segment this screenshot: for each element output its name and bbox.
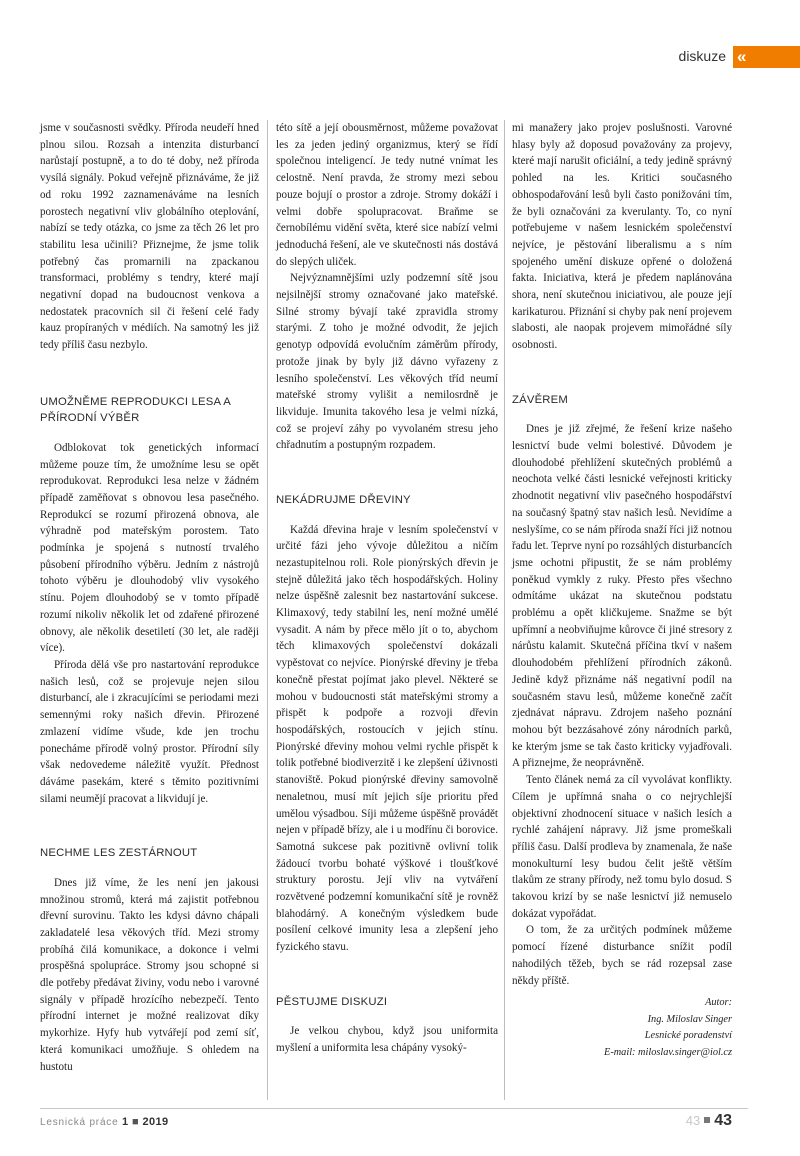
paragraph: Dnes již víme, že les není jen jakousi množinou stromů, která má zajistit potřebnou dřevní surovinu. Takto les kdysi dávno chápali zakladatelé lesa věkových tříd. Mezi stromy probíhá čilá komunikace, a dokonce i velmi prospěšná spolupráce. Stromy jsou schopné si dle potřeby předávat živiny, vodu nebo i varovné signály v případě hrozícího nebezpečí. Tento přírodní internet je možné realizovat díky mykorhize. Hyfy hub vytvářejí pod zemí síť, která komunikaci umožňuje. S ohledem na hustotu	[40, 876, 259, 1073]
footer-rule	[40, 1108, 748, 1109]
article-column-1	[40, 120, 259, 1075]
paragraph: Nejvýznamnějšími uzly podzemní sítě jsou nejsilnější stromy označované jako mateřské. Silné stromy bývají také zpravidla stromy starými. Z toho je možné odvodit, že jejich genotyp odpovídá evolučním záměrům přírody, protože jinak by byly již dávno vyřazeny z lesního společenství. Les věkových tříd neumí mateřské stromy vylišit a nemilosrdně je likviduje. Imunita takového lesa je velmi nízká, což se projeví záhy po vyvolaném stresu jeho chřadnutím a postupným rozpadem.	[276, 272, 498, 452]
paragraph: Dnes je již zřejmé, že řešení krize našeho lesnictví bude velmi bolestivé. Důvodem je dlouhodobé přehlížení skutečných problémů a neochota velké části lesnické veřejnosti kriticky zhodnotit negativní vliv pasečného hospodářství na současný špatný stav našich lesů. Nevidíme a neslyšíme, co se nám příroda snaží říci již notnou řadu let. Teprve nyní po rozsáhlých disturbancích jsme ochotni připustit, že se nám problémy poněkud vymkly z ruky. Přesto přes všechno odmítáme ukázat na skutečnou podstatu problému a opět kličkujeme. Snažme se být upřímní a neobviňujme kůrovce či jiné stresory z nárůstu kalamit. Skutečná příčina tkví v našem dlouhodobém přehlížení přírodních zákonů. Jedině když přiznáme náš negativní podíl na současném stavu lesů, můžeme konečně začít zjednávat nápravu. Zdrojem našeho poznání mohou být bezzásahové zóny národních parků, ke kterým jsme se tak často kriticky vyjadřovali. A přiznejme, že neoprávněně.	[512, 423, 732, 770]
section-heading: UMOŽNĚME REPRODUKCI LESA A PŘÍRODNÍ VÝBĚR	[40, 395, 231, 425]
page-number: 43	[714, 1112, 732, 1129]
issue-year: 2019	[142, 1116, 169, 1128]
separator-square-icon: ■	[131, 1116, 139, 1128]
section-marker-icon: «	[733, 46, 800, 68]
author-block	[512, 995, 732, 1061]
column-divider	[504, 120, 505, 1100]
section-heading: NECHME LES ZESTÁRNOUT	[40, 847, 198, 860]
paragraph: jsme v současnosti svědky. Příroda neudeří hned plnou silou. Rozsah a intenzita disturbancí narůstají postupně, a to do té doby, než příroda vysílá signály. Pokud veřejně přiznáváme, že již od roku 1992 zaznamenáváme na lesních porostech negativní vliv globálního oteplování, nabízí se tedy otázka, co jsme za těch 26 let pro stabilitu lesa učinili? Přiznejme, že jsme tolik potřebný čas promarnili na zpackanou transformaci, problémy s tendry, které mají negativní dopad na budoucnost venkova a nedostatek pracovních sil či řešení celé řady kauz propíraných v médiích. Na samotný les již tedy příliš času nezbylo.	[40, 122, 259, 352]
column-divider	[267, 120, 268, 1100]
footer-publication	[40, 1116, 169, 1128]
paragraph: Příroda dělá vše pro nastartování reprodukce našich lesů, což se projevuje nejen silou disturbancí, ale i zkracujícími se periodami mezi semennými roky našich dřevin. Přirozené zmlazení vidíme všude, kde jen trochu ponecháme přírodě volný prostor. Přírodní síly však nedovedeme náležitě využít. Přednost dáváme pasekám, které s těmito pozitivními silami neumějí pracovat a likvidují je.	[40, 658, 259, 805]
paragraph: Tento článek nemá za cíl vyvolávat konflikty. Cílem je upřímná snaha o co nejrychlejší objektivní zhodnocení situace v našich lesích a rychlé zahájení nápravy. Již jsme promeškali příliš času. Další prodleva by znamenala, že naše monokulturní lesy budou čelit ještě větším tlakům ze strany přírody, než tomu bylo dosud. S takovou krizí by se naše lesnictví již nemuselo dokázat vypořádat.	[512, 774, 732, 920]
section-label: diskuze	[678, 48, 726, 64]
paragraph: této sítě a její obousměrnost, můžeme považovat les za jeden jediný organizmus, který se řídí společnou inteligencí. Je tedy nutné vnímat les celostně. Není pravda, že stromy mezi sebou pouze bojují o prostor a zdroje. Stromy dokáží i velmi dobře spolupracovat. Braňme se černobílému vidění světa, které sice nabízí velmi jednoduchá řešení, ale ve skutečnosti nás dostává do slepých uliček.	[276, 122, 498, 268]
author-role: Lesnické poradenství	[644, 1030, 732, 1042]
section-heading: PĚSTUJME DISKUZI	[276, 995, 388, 1008]
article-column-3	[512, 120, 732, 1061]
page-number-faint: 43	[685, 1113, 701, 1128]
footer-page	[686, 1112, 732, 1130]
article-column-2	[276, 120, 498, 1057]
author-name: Ing. Miloslav Singer	[647, 1013, 732, 1025]
issue-number: 1	[121, 1116, 129, 1128]
author-email: E-mail: miloslav.singer@iol.cz	[604, 1046, 732, 1058]
author-label: Autor:	[705, 997, 732, 1009]
separator-square-icon	[704, 1117, 710, 1123]
paragraph: mi manažery jako projev poslušnosti. Varovné hlasy byly až doposud považovány za projevy, které mají narušit oficiální, a tedy jedině správný pohled na les. Kritici současného obhospodařování lesů byli často ponižováni tím, že byli označováni za kverulanty. To, co nyní potřebujeme v našem lesnickém společenství nejvíce, je pěstování liberalismu a s ním spojeného umění diskuze opřené o doložená fakta. Iniciativa, která je předem naplánována shora, není skutečnou iniciativou, ale pouze její karikaturou. Přiznání si chyby pak není projevem slabosti, ale naopak projevem mimořádné síly osobnosti.	[512, 122, 732, 352]
section-heading: ZÁVĚREM	[512, 393, 569, 406]
magazine-name: Lesnická práce	[40, 1117, 119, 1128]
paragraph: O tom, že za určitých podmínek můžeme pomocí řízené disturbance snížit podíl nahodilých těžeb, bych se rád rozepsal zase někdy příště.	[512, 924, 732, 987]
section-heading: NEKÁDRUJME DŘEVINY	[276, 494, 411, 507]
paragraph: Odblokovat tok genetických informací můžeme pouze tím, že umožníme lesu se opět reprodukovat. Reprodukci lesa nelze v žádném případě zaměňovat s obnovou lesa pasečného. Reprodukcí se rozumí přirozená obnova, ale výhradně pod mateřským porostem. Tato podmínka je spojená s nutností trvalého působení přírodního výběru. Jedním z nástrojů tohoto výběru je dlouhodobý vliv vysokého stínu. Pojem dlouhodobý se v tomto případě rozumí nikoliv několik let od zdařené přirozené obnovy, ale několik desetiletí (30 let, ale raději více).	[40, 441, 259, 655]
paragraph: Každá dřevina hraje v lesním společenství v určité fázi jeho vývoje důležitou a ničím nezastupitelnou roli. Role pionýrských dřevin je stejně důležitá jako těch hospodářských. Holiny nelze úspěšně zalesnit bez nastartování sukcese. Klimaxový, tedy stabilní les, není možné umělé vysadit. A nám by přece mělo jít o to, abychom těch klimaxových společenství dokázali vypěstovat co nejvíce. Pionýrské dřeviny je třeba konečně přestat pojímat jako plevel. Některé se mohou v budoucnosti stát mateřskými stromy a přispět k podpoře a rozvoji dřevin hospodářských, rostoucích v jejich stínu. Pionýrské dřeviny mohou velmi rychle přispět k tolik potřebné biodiverzitě i ke zlepšení úživnosti stanoviště. Pokud pionýrské dřeviny samovolně nenaletnou, musí mít jejich síje prioritu před umělou výsadbou. Síji můžeme úspěšně provádět nejen v případě břízy, ale i u modřínu či borovice. Samotná sukcese pak pozitivně ovlivní tolik žádoucí tvorbu bohaté výškové i tloušťkové struktury porostu. Její vliv na vytváření rozvětvené podzemní komunikační sítě je rovněž blahodárný. A konečným výsledkem bude posílení celkové imunity lesa a zlepšení jeho fyzického stavu.	[276, 523, 498, 954]
paragraph: Je velkou chybou, když jsou uniformita myšlení a uniformita lesa chápány vysoký-	[276, 1025, 498, 1055]
